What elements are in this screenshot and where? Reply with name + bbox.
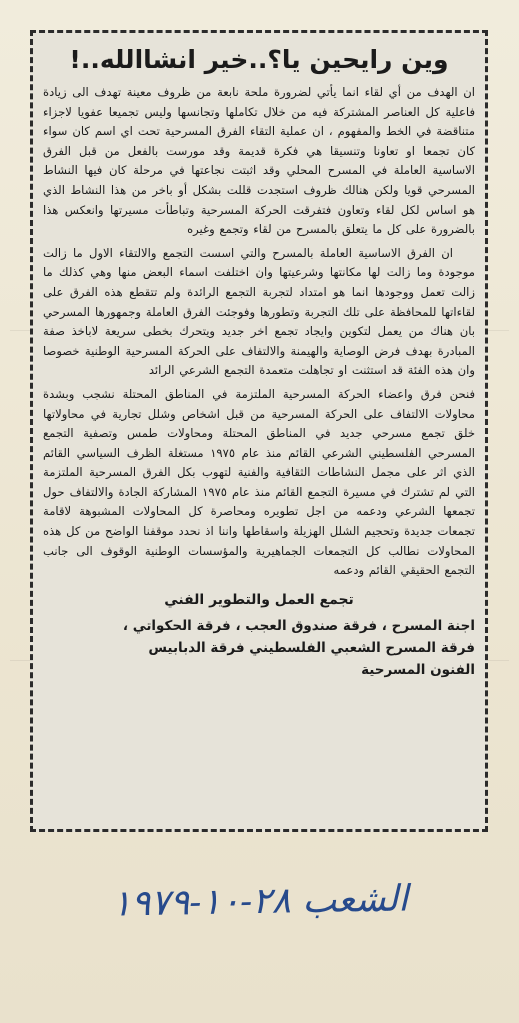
article-frame	[30, 30, 488, 832]
member-line-1: اجنة المسرح ، فرقة صندوق العجب ، فرقة الحكواتي ،	[122, 617, 475, 634]
member-line-3: الفنون المسرحية	[361, 661, 475, 678]
article-title: وين رايحين يا؟..خير انشاالله..!	[69, 45, 449, 74]
article-body	[43, 83, 475, 581]
handwritten-date-annotation: الشعب ٢٨-١٠-١٩٧٩	[111, 878, 409, 925]
signature-title: تجمع العمل والتطوير الفني	[164, 591, 354, 608]
article-paragraph-1: ان الهدف من أي لقاء انما يأتي لضرورة ملحة نابعة من ظروف معينة تهدف الى زيادة فاعلية كل العناصر المشتركة فيه من خلال تكاملها وتجانسها وليس تجميعا عفويا لاجزاء متناقضة في الخط والمفهوم ، ان عملية التقاء الفرق المسرحية تحت اي اسم كان سواء كان تجمعا او تعاونا وتنسيقا هي فكرة قديمة وقد مورست بالفعل من قبل الفرق الاساسية العاملة في المسرح المحلي وقد اثبتت نجاعتها في مرحلة كان فيها النشاط المسرحي قويا ولكن هنالك ظروف استجدت قللت بشكل أو باخر من هذا النشاط الذي هو اساس لكل لقاء وتعاون فتفرقت الحركة المسرحية وتباطأت مسيرتها وانعكس هذا بالضرورة على كل ما يتعلق بالمسرح من لقاء وتجمع وغيره	[43, 85, 475, 237]
member-line-2: فرقة المسرح الشعبي الفلسطيني فرقة الدبابيس	[148, 639, 475, 656]
article-paragraph-3: فنحن فرق واعضاء الحركة المسرحية الملتزمة في المناطق المحتلة نشجب وبشدة محاولات الالتفاف على الحركة المسرحية من قبل اشخاص وشلل تجارية في محاولاتها خلق تجمع مسرحي جديد في المناطق المحتلة ومحاولات طمس وتصفية التجمع المسرحي الفلسطيني الشرعي القائم منذ عام ١٩٧٥ مستغلة الظرف السياسي القائم الذي اثر على مجمل النشاطات الثقافية والفنية لتهوب بكل الفرق المسرحية الملتزمة التي لم تشترك في مسيرة التجمع القائم منذ عام ١٩٧٥ المشاركة الجادة والالتفاف حول تجمعها الشرعي ودعمه من اجل تطويره ومحاصرة كل المحاولات المشبوهة لاقامة تجمعات جديدة وتحجيم الشلل الهزيلة واسقاطها واننا اذ نحدد موقفنا الواضح من كل هذه المحاولات نطالب كل التجمعات الجماهيرية والمؤسسات الوطنية الوقوف الى جانب التجمع الحقيقي القائم ودعمه	[43, 386, 476, 578]
article-paragraph-2: ان الفرق الاساسية العاملة بالمسرح والتي اسست التجمع والالتقاء الاول ما زالت موجودة وما زالت لها مكانتها وشرعيتها وان اختلفت اسماء البعض منها وهي كذلك ما زالت تعمل ووجودها انما هو امتداد لتجربة التجمع الرائدة ولم تتقطع هذه الفرق على لقاءاتها للمحافظة على تلك التجربة وتطورها وفوجئت الفرق العاملة وجمهورها المسرحي بان هناك من يعمل لتكوين وايجاد تجمع اخر جديد ويتحرك بخطى سريعة لاباخذ صفة المبادرة بهدف فرض الوصاية والهيمنة والالتفاف على الحركة المسرحية الوطنية خصوصا وان هذه الفئة قد استثنت او تجاهلت متعمدة التجمع الشرعي الرائد	[43, 245, 475, 378]
